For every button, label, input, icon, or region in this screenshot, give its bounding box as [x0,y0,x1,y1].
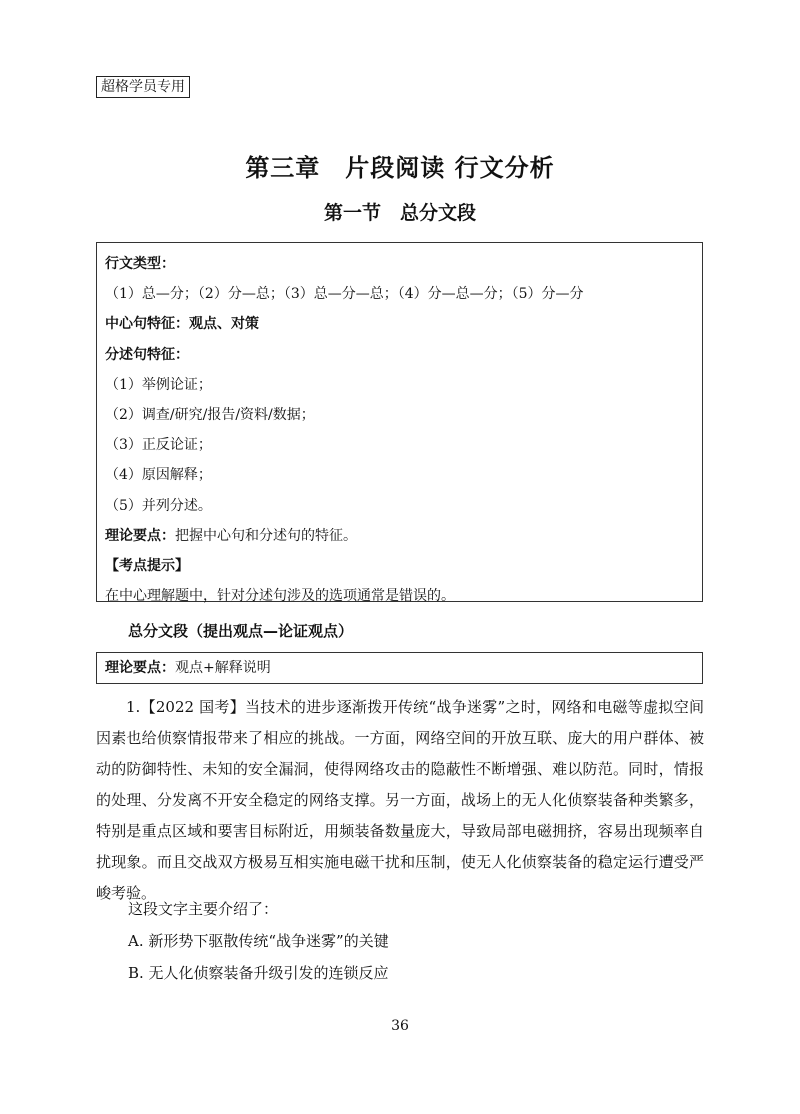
question-prompt: 这段文字主要介绍了： [128,900,279,918]
chapter-title: 第三章 片段阅读 行文分析 [245,154,555,182]
tip-text: 在中心理解题中，针对分述句涉及的选项通常是错误的。 [105,588,455,605]
header-tag: 超格学员专用 [96,76,190,98]
types-line: （1）总—分；（2）分—总；（3）总—分—总；（4）分—总—分；（5）分—分 [105,286,584,303]
sub-item: （5）并列分述。 [105,497,212,514]
theory-box-label: 理论要点： [105,660,175,676]
option-b: B. 无人化侦察装备升级引发的连锁反应 [128,964,389,982]
tip-label: 【考点提示】 [105,557,189,574]
question-paragraph: 1.【2022 国考】当技术的进步逐渐拨开传统“战争迷雾”之时，网络和电磁等虚拟空间因素也给侦察情报带来了相应的挑战。一方面，网络空间的开放互联、庞大的用户群体、被动的防御特性、未知的安全漏洞，使得网络攻击的隐蔽性不断增强、难以防范。同时，情报的处理、分发离不开安全稳定的网络支撑。另一方面，战场上的无人化侦察装备种类繁多，特别是重点区域和要害目标附近，用频装备数量庞大，导致局部电磁拥挤，容易出现频率自扰现象。而且交战双方极易互相实施电磁干扰和压制，使无人化侦察装备的稳定运行遭受严峻考验。 [96,698,704,902]
page-number: 36 [391,1018,409,1034]
theory-text: 把握中心句和分述句的特征。 [175,527,357,544]
sub-sentence-label: 分述句特征： [105,346,189,363]
theory-line [105,521,694,551]
types-label: 行文类型： [105,256,175,272]
option-a: A. 新形势下驱散传统“战争迷雾”的关键 [128,932,389,950]
subheading: 总分文段（提出观点—论证观点） [128,622,354,640]
theory-label: 理论要点： [105,527,175,544]
sub-item: （2）调查/研究/报告/资料/数据； [105,406,315,423]
section-title: 第一节 总分文段 [323,202,476,224]
center-sentence-label: 中心句特征：观点、对策 [105,316,259,333]
theory-box-text: 观点+解释说明 [175,660,271,676]
summary-box [96,242,703,605]
sub-item: （4）原因解释； [105,467,212,484]
sub-item: （3）正反论证； [105,437,212,454]
sub-item: （1）举例论证； [105,376,212,393]
theory-box [96,652,703,684]
